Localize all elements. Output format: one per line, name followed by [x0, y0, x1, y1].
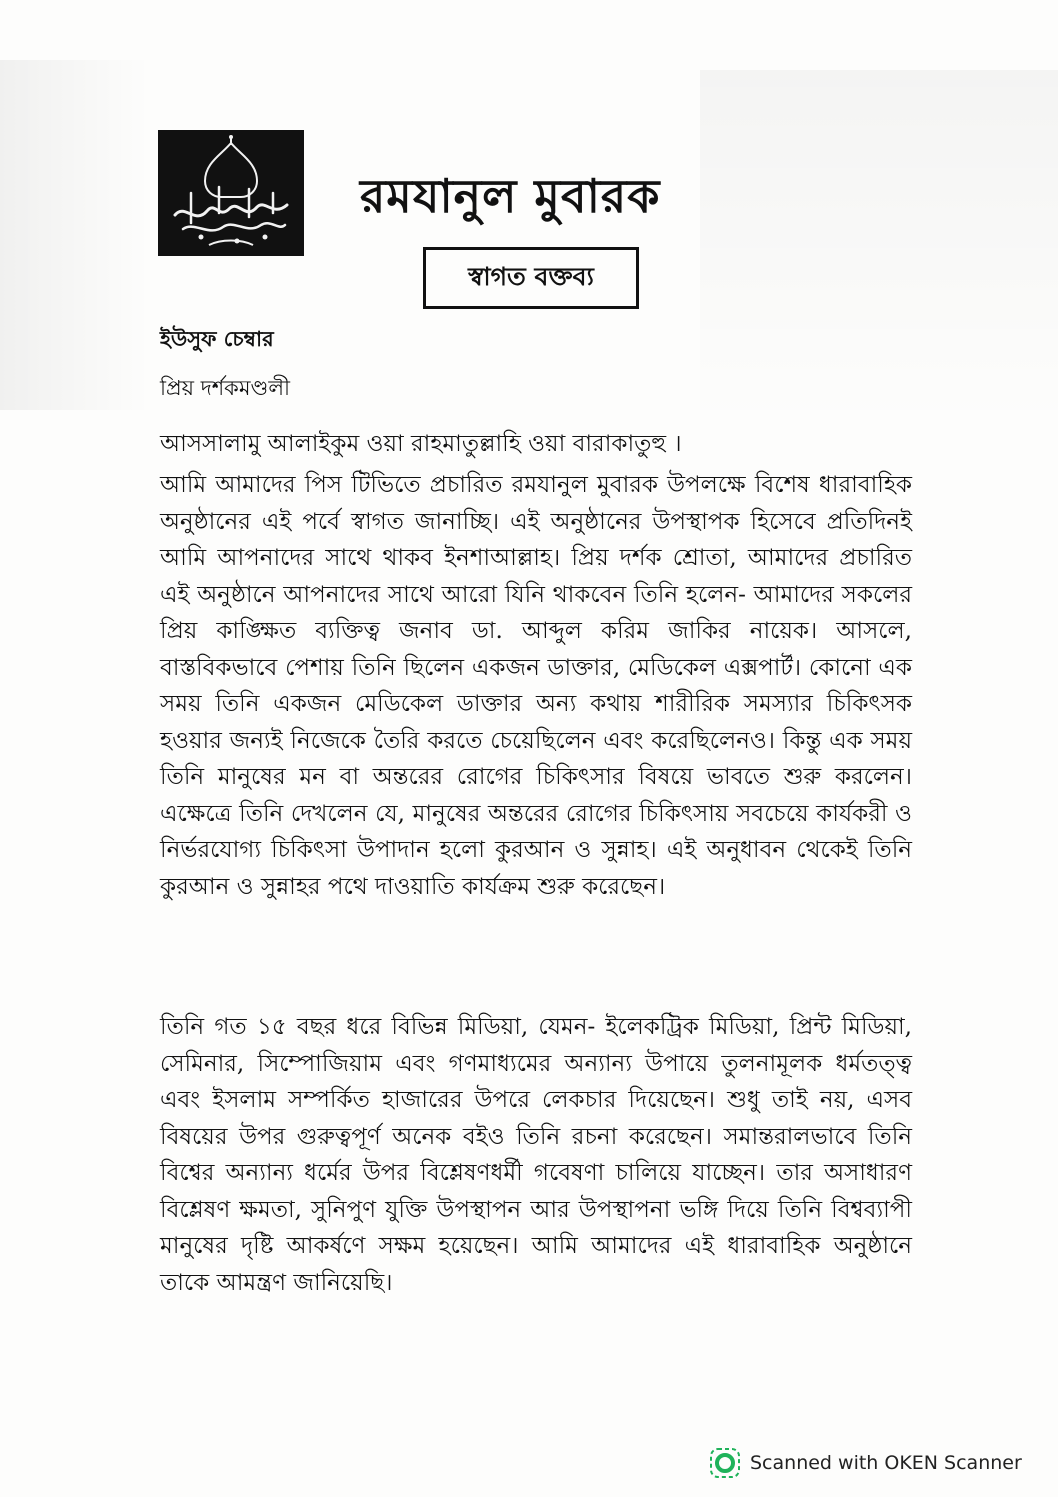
body-paragraph: আমি আমাদের পিস টিভিতে প্রচারিত রমযানুল মুবারক উপলক্ষে বিশেষ ধারাবাহিক অনুষ্ঠানের এই পর্বে স্বাগত জানাচ্ছি। এই অনুষ্ঠানের উপস্থাপক হিসেবে প্রতিদিনই আমি আপনাদের সাথে থাকব ইনশাআল্লাহ। প্রিয় দর্শক শ্রোতা, আমাদের প্রচারিত এই অনুষ্ঠানে আপনাদের সাথে আরো যিনি থাকবেন তিনি হলেন- আমাদের সকলের প্রিয় কাঙ্ক্ষিত ব্যক্তিত্ব জনাব ডা. আব্দুল করিম জাকির নায়েক। আসলে, বাস্তবিকভাবে পেশায় তিনি ছিলেন একজন ডাক্তার, মেডিকেল এক্সপার্ট। কোনো এক সময় তিনি একজন মেডিকেল ডাক্তার অন্য কথায় শারীরিক সমস্যার চিকিৎসক হওয়ার জন্যই নিজেকে তৈরি করতে চেয়েছিলেন এবং করেছিলেনও। কিন্তু এক সময় তিনি মানুষের মন বা অন্তরের রোগের চিকিৎসার বিষয়ে ভাবতে শুরু করলেন। এক্ষেত্রে তিনি দেখলেন যে, মানুষের অন্তরের রোগের চিকিৎসায় সবচেয়ে কার্যকরী ও নির্ভরযোগ্য চিকিৎসা উপাদান হলো কুরআন ও সুন্নাহ। এই অনুধাবন থেকেই তিনি কুরআন ও সুন্নাহর পথে দাওয়াতি কার্যক্রম শুরু করেছেন। [160, 472, 912, 900]
show-through-shadow-left [0, 60, 150, 410]
show-through-shadow-right [700, 70, 1058, 430]
salutation: প্রিয় দর্শকমণ্ডলী [160, 376, 290, 400]
scanner-label: Scanned with OKEN Scanner [750, 1452, 1022, 1474]
page-title: রমযানুল মুবারক [360, 169, 661, 223]
crescent-dome-emblem-icon [161, 133, 301, 253]
speaker-name: ইউসুফ চেম্বার [160, 326, 274, 351]
oken-scanner-icon [710, 1448, 740, 1478]
section-heading: স্বাগত বক্তব্য [468, 261, 594, 291]
greeting-line: আসসালামু আলাইকুম ওয়া রাহমাতুল্লাহি ওয়া বারাকাতুহু । [160, 431, 682, 457]
body-paragraph: তিনি গত ১৫ বছর ধরে বিভিন্ন মিডিয়া, যেমন- ইলেকট্রিক মিডিয়া, প্রিন্ট মিডিয়া, সেমিনার, সিম্পোজিয়াম এবং গণমাধ্যমের অন্যান্য উপায়ে তুলনামূলক ধর্মতত্ত্ব এবং ইসলাম সম্পর্কিত হাজারের উপরে লেকচার দিয়েছেন। শুধু তাই নয়, এসব বিষয়ের উপর গুরুত্বপূর্ণ অনেক বইও তিনি রচনা করেছেন। সমান্তরালভাবে তিনি বিশ্বের অন্যান্য ধর্মের উপর বিশ্লেষণধর্মী গবেষণা চালিয়ে যাচ্ছেন। তার অসাধারণ বিশ্লেষণ ক্ষমতা, সুনিপুণ যুক্তি উপস্থাপন আর উপস্থাপনা ভঙ্গি দিয়ে তিনি বিশ্বব্যাপী মানুষের দৃষ্টি আকর্ষণে সক্ষম হয়েছেন। আমি আমাদের এই ধারাবাহিক অনুষ্ঠানে তাকে আমন্ত্রণ জানিয়েছি। [160, 1014, 912, 1296]
ramadan-kareem-logo [158, 130, 304, 256]
scanner-watermark [710, 1448, 1022, 1478]
section-heading-box [423, 247, 639, 309]
